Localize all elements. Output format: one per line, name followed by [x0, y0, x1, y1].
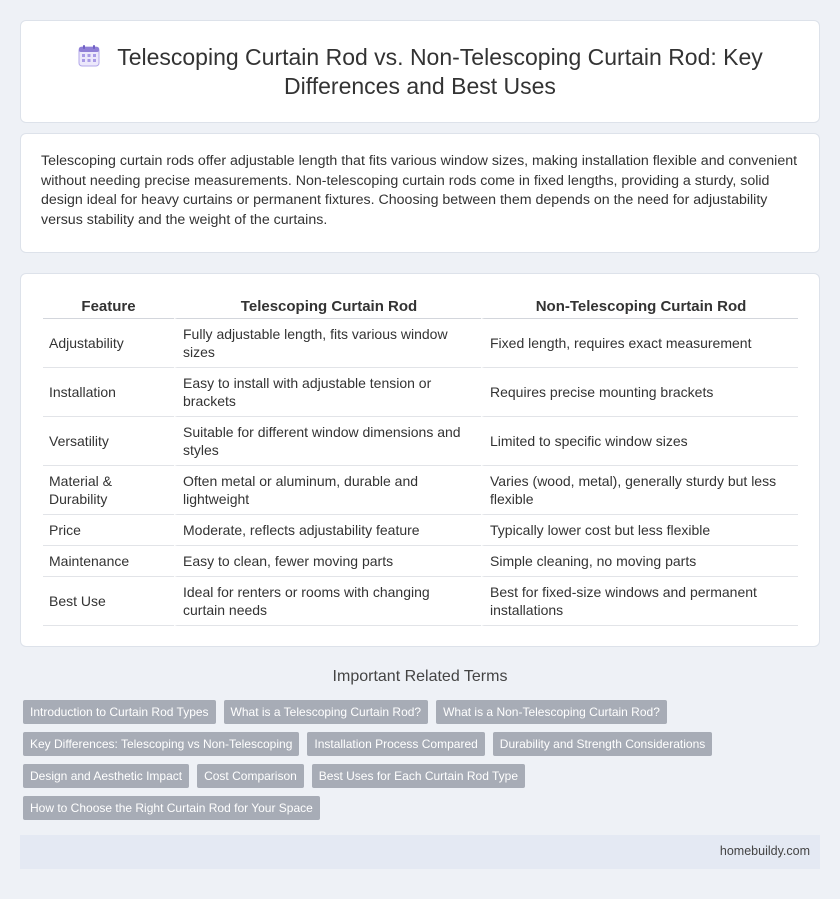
feature-cell: Adjustability — [43, 319, 174, 368]
related-term-tag[interactable]: How to Choose the Right Curtain Rod for Your Space — [23, 796, 320, 820]
feature-cell: Maintenance — [43, 546, 174, 577]
telescoping-cell: Easy to clean, fewer moving parts — [174, 546, 481, 577]
telescoping-cell: Suitable for different window dimensions and styles — [174, 417, 481, 466]
footer-site-link[interactable]: homebuildy.com — [719, 844, 810, 858]
related-term-tag[interactable]: What is a Telescoping Curtain Rod? — [224, 700, 429, 724]
table-header-row — [43, 292, 798, 319]
feature-cell: Material & Durability — [43, 466, 174, 515]
table-row — [43, 368, 798, 417]
tag-row — [23, 764, 813, 788]
tag-row — [23, 732, 813, 756]
telescoping-cell: Fully adjustable length, fits various window sizes — [174, 319, 481, 368]
title-wrap — [61, 43, 779, 101]
feature-cell: Versatility — [43, 417, 174, 466]
table-row — [43, 466, 798, 515]
intro-paragraph: Telescoping curtain rods offer adjustable length that fits various window sizes, making installation flexible and convenient without needing precise measurements. Non-telescoping curtain rods come in fixed lengths, providing a sturdy, solid design ideal for heavy curtains or permanent fixtures. Choosing between them depends on the need for adjustability versus stability and the weight of the curtains. — [41, 153, 798, 228]
non-telescoping-cell: Requires precise mounting brackets — [481, 368, 798, 417]
related-term-tag[interactable]: Introduction to Curtain Rod Types — [23, 700, 216, 724]
non-telescoping-cell: Typically lower cost but less flexible — [481, 515, 798, 546]
non-telescoping-cell: Simple cleaning, no moving parts — [481, 546, 798, 577]
calendar-icon — [77, 44, 101, 68]
related-term-tag[interactable]: Key Differences: Telescoping vs Non-Telescoping — [23, 732, 299, 756]
intro-card — [20, 133, 820, 253]
tag-row — [23, 796, 813, 820]
non-telescoping-cell: Limited to specific window sizes — [481, 417, 798, 466]
header-telescoping: Telescoping Curtain Rod — [174, 292, 481, 319]
header-non-telescoping: Non-Telescoping Curtain Rod — [481, 292, 798, 319]
telescoping-cell: Easy to install with adjustable tension or brackets — [174, 368, 481, 417]
related-term-tag[interactable]: Durability and Strength Considerations — [493, 732, 712, 756]
page-title — [61, 43, 779, 101]
table-row — [43, 319, 798, 368]
telescoping-cell: Moderate, reflects adjustability feature — [174, 515, 481, 546]
table-row — [43, 515, 798, 546]
related-term-tag[interactable]: Installation Process Compared — [307, 732, 484, 756]
feature-cell: Best Use — [43, 577, 174, 626]
related-term-tag[interactable]: Best Uses for Each Curtain Rod Type — [312, 764, 525, 788]
header-card — [20, 20, 820, 123]
tag-row — [23, 700, 813, 724]
feature-cell: Price — [43, 515, 174, 546]
header-feature: Feature — [43, 292, 174, 319]
feature-cell: Installation — [43, 368, 174, 417]
non-telescoping-cell: Fixed length, requires exact measurement — [481, 319, 798, 368]
related-terms-list — [23, 700, 813, 828]
related-term-tag[interactable]: Design and Aesthetic Impact — [23, 764, 189, 788]
non-telescoping-cell: Best for fixed-size windows and permanent installations — [481, 577, 798, 626]
comparison-table — [43, 292, 798, 626]
non-telescoping-cell: Varies (wood, metal), generally sturdy but less flexible — [481, 466, 798, 515]
telescoping-cell: Ideal for renters or rooms with changing curtain needs — [174, 577, 481, 626]
table-row — [43, 417, 798, 466]
footer — [20, 835, 820, 869]
related-term-tag[interactable]: What is a Non-Telescoping Curtain Rod? — [436, 700, 667, 724]
comparison-card — [20, 273, 820, 647]
table-row — [43, 546, 798, 577]
related-terms-title: Important Related Terms — [332, 668, 508, 685]
page-title-text: Telescoping Curtain Rod vs. Non-Telescoping Curtain Rod: Key Differences and Best Uses — [117, 44, 763, 99]
related-term-tag[interactable]: Cost Comparison — [197, 764, 304, 788]
telescoping-cell: Often metal or aluminum, durable and lightweight — [174, 466, 481, 515]
table-row — [43, 577, 798, 626]
